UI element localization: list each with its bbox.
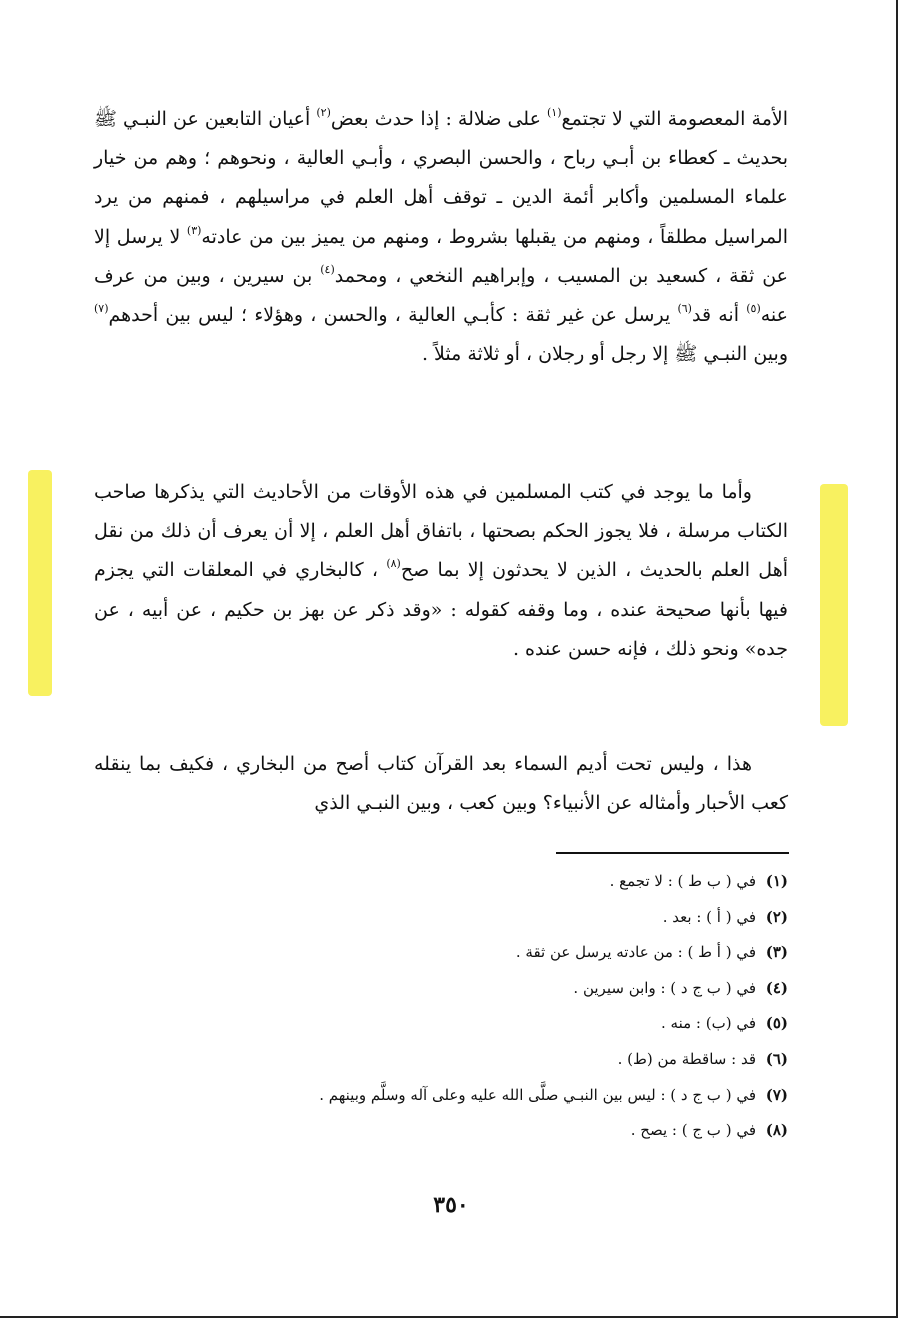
footnote-number: (٦) — [765, 1049, 788, 1068]
text-run: وبين النبـي ﷺ إلا رجل أو رجلان ، أو ثلاثة مثلاً . — [421, 343, 788, 366]
footnote-number: (٥) — [765, 1014, 788, 1033]
highlighter-mark-left — [28, 470, 52, 696]
footnote-number: (١) — [765, 872, 788, 890]
footnotes-list — [168, 864, 788, 1149]
footnote-ref-5[interactable]: (٥) — [746, 302, 761, 316]
footnote-text: في ( ب ج د ) : وابن سيرين . — [573, 978, 756, 997]
text-run: الأمة المعصومة التي لا تجتمع — [561, 108, 788, 130]
footnote-ref-6[interactable]: (٦) — [677, 302, 692, 316]
text-run: أعيان التابعين عن النبـي ﷺ بحديث ـ كعطاء بن أبـي رباح ، والحسن البصري ، وأبـي العالية ، ونحوهم ؛ وهم من خيار علماء المسلمين وأكابر أئمة الدين ـ توقف أهل العلم في مراسيلهم ، فمنهم من يرد المراسيل مطلقاً ، ومنهم من يقبلها بشروط ، ومنهم من يميز بين من عادته — [94, 108, 788, 248]
footnote-ref-7[interactable]: (٧) — [94, 302, 109, 316]
footnote-text: في ( ب ج د ) : ليس بين النبـي صلَّى الله عليه وعلى آله وسلَّم وبينهم . — [319, 1085, 756, 1104]
text-run: على ضلالة : إذا حدث بعض — [330, 108, 547, 130]
footnote-ref-8[interactable]: (٨) — [386, 557, 401, 571]
footnote-text: في ( أ ) : بعد . — [662, 907, 756, 926]
text-run: وأما ما يوجد في كتب المسلمين في هذه الأوقات من الأحاديث التي يذكرها صاحب الكتاب مرسلة ، فلا يجوز الحكم بصحتها ، باتفاق أهل العلم ، إلا أن يعرف أن ذلك من نقل أهل العلم بالحديث ، الذين لا يحدثون إلا بما صح — [94, 481, 788, 582]
highlighter-mark-right — [820, 484, 848, 726]
paragraph-3: هذا ، وليس تحت أديم السماء بعد القرآن كتاب أصح من البخاري ، فكيف بما ينقله كعب الأحبار وأمثاله عن الأنبياء؟ وبين كعب ، وبين النبـي الذي — [94, 753, 788, 815]
footnote-ref-1[interactable]: (١) — [546, 106, 562, 119]
footnote-ref-2[interactable]: (٢) — [316, 106, 331, 119]
page-border-right — [896, 0, 898, 1316]
footnote-item — [168, 1078, 788, 1114]
footnote-text: قد : ساقطة من (ط) . — [617, 1049, 756, 1068]
text-run: أنه قد — [691, 304, 747, 327]
footnote-ref-3[interactable]: (٣) — [186, 223, 202, 237]
footnote-item — [168, 1113, 788, 1149]
text-run: لا يرسل إلا عن ثقة ، كسعيد بن المسيب ، وإبراهيم النخعي ، ومحمد — [94, 225, 788, 287]
text-run: ، كالبخاري في المعلقات التي يجزم فيها بأنها صحيحة عنده ، وما وقفه كقوله : «وقد ذكر عن بهز بن حكيم ، عن أبيه ، عن جده» ونحو ذلك ، فإنه حسن عنده . — [94, 559, 788, 660]
footnote-number: (٣) — [765, 943, 788, 962]
footnote-item — [168, 864, 788, 900]
footnote-number: (٢) — [765, 907, 788, 926]
paragraph-1 — [94, 100, 788, 374]
footnote-item — [168, 900, 788, 936]
footnote-number: (٤) — [765, 978, 788, 997]
paragraph-2 — [94, 473, 788, 669]
footnote-text: في ( أ ط ) : من عادته يرسل عن ثقة . — [515, 943, 756, 962]
footnote-item — [168, 1042, 788, 1078]
footnote-item — [168, 971, 788, 1007]
footnote-number: (٧) — [765, 1085, 788, 1104]
footnote-separator — [556, 852, 789, 854]
page-border-bottom — [0, 1316, 898, 1318]
footnote-item — [168, 935, 788, 971]
text-run: بن سيرين ، وبين من عرف عنه — [94, 264, 788, 327]
footnote-text: في (ب) : منه . — [661, 1014, 756, 1033]
page-number: ٣٥٠ — [433, 1192, 469, 1218]
footnote-text: في ( ب ج ) : يصح . — [630, 1121, 756, 1140]
footnote-ref-4[interactable]: (٤) — [320, 262, 335, 276]
footnote-text: في ( ب ط ) : لا تجمع . — [609, 872, 756, 890]
text-run: يرسل عن غير ثقة : كأبـي العالية ، والحسن ، وهؤلاء ؛ ليس بين أحدهم — [108, 304, 678, 327]
footnote-number: (٨) — [765, 1121, 788, 1140]
footnote-item — [168, 1006, 788, 1042]
